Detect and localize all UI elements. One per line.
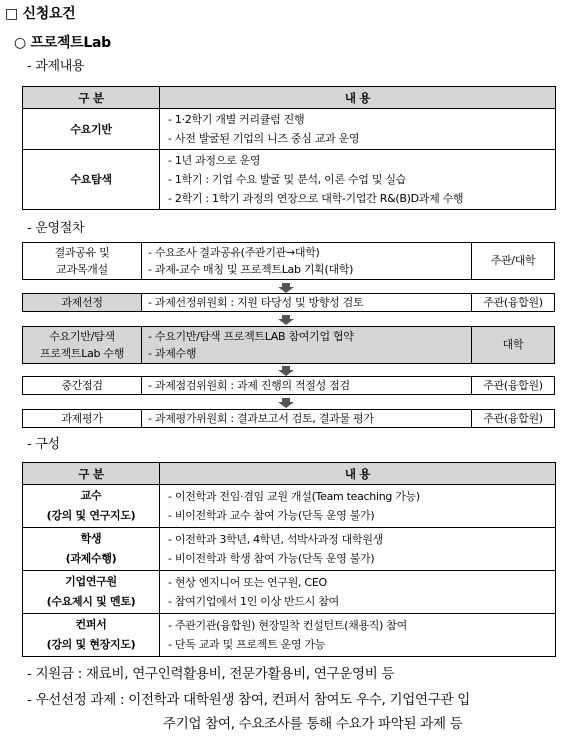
step-title-line: 프로젝트Lab 수행 <box>39 347 125 360</box>
row-category-sub: (강의 및 현장지도) <box>46 638 136 651</box>
step-4-title: 중간점검 <box>22 376 142 395</box>
step-title-line: 교과목개설 <box>56 263 108 276</box>
row-category: 학생 <box>80 532 102 545</box>
table-header-content: 내 용 <box>160 87 556 109</box>
step-title-line: 수요기반/탐색 <box>49 330 115 343</box>
step-3-owner: 대학 <box>471 326 555 364</box>
task-content-table <box>22 86 556 210</box>
step-desc-line: - 수요기반/탐색 프로젝트LAB 참여기업 협약 <box>148 330 354 343</box>
down-arrow-icon <box>278 319 294 325</box>
step-5-owner: 주관(융합원) <box>471 409 555 428</box>
step-5-desc: - 과제평가위원회 : 결과보고서 검토, 결과물 평가 <box>141 409 472 428</box>
priority-note-cont: 주기업 참여, 수요조사를 통해 수요가 파악된 과제 등 <box>163 716 463 732</box>
table-header-content: 내 용 <box>160 463 556 485</box>
step-5-title: 과제평가 <box>22 409 142 428</box>
row-line: - 참여기업에서 1인 이상 반드시 참여 <box>168 595 339 608</box>
row-line: - 1학기 : 기업 수요 발굴 및 분석, 이론 수업 및 실습 <box>168 173 406 186</box>
row-category: 수요기반 <box>23 109 160 150</box>
step-desc-line: - 과제수행 <box>148 347 197 360</box>
step-4-desc: - 과제점검위원회 : 과제 진행의 적절성 점검 <box>141 376 472 395</box>
row-line: - 주관기관(융합원) 현장밀착 컨설턴트(채용직) 참여 <box>168 619 407 632</box>
task-content-label: - 과제내용 <box>27 59 85 74</box>
row-line: - 현상 엔지니어 또는 연구원, CEO <box>168 576 327 589</box>
composition-table <box>22 462 556 657</box>
priority-note: - 우선선정 과제 : 이전학과 대학원생 참여, 컨퍼서 참여도 우수, 기업연구관 입 <box>27 692 470 708</box>
step-3-desc <box>141 326 472 364</box>
step-2-desc: - 과제선정위원회 : 지원 타당성 및 방향성 검토 <box>141 293 472 312</box>
section-heading: □ 신청요건 <box>5 6 76 22</box>
row-category: 수요탐색 <box>23 150 160 210</box>
down-arrow-icon <box>278 402 294 408</box>
row-line: - 이전학과 3학년, 4학년, 석박사과정 대학원생 <box>168 533 383 546</box>
row-line: - 1·2학기 개별 커리큘럼 진행 <box>168 113 305 126</box>
row-category-sub: (수요제시 및 멘토) <box>46 595 136 608</box>
step-2-title: 과제선정 <box>22 293 142 312</box>
row-line: - 2학기 : 1학기 과정의 연장으로 대학-기업간 R&(B)D과제 수행 <box>168 192 464 205</box>
row-category-sub: (강의 및 연구지도) <box>46 509 136 522</box>
table-header-category: 구 분 <box>23 87 160 109</box>
composition-label: - 구성 <box>27 437 60 452</box>
step-desc-line: - 과제-교수 매칭 및 프로젝트Lab 기획(대학) <box>148 263 354 276</box>
step-1-title <box>22 242 142 280</box>
procedure-label: - 운영절차 <box>27 221 85 236</box>
row-line: - 1년 과정으로 운영 <box>168 154 261 167</box>
row-line: - 사전 발굴된 기업의 니즈 중심 교과 운영 <box>168 132 360 145</box>
row-line: - 비이전학과 학생 참여 가능(단독 운영 불가) <box>168 552 375 565</box>
step-desc-line: - 수요조사 결과공유(주관기관→대학) <box>148 246 320 259</box>
step-3-title <box>22 326 142 364</box>
table-header-category: 구 분 <box>23 463 160 485</box>
row-category: 컨퍼서 <box>75 618 107 631</box>
step-1-owner: 주관/대학 <box>471 242 555 280</box>
step-4-owner: 주관(융합원) <box>471 376 555 395</box>
row-category: 기업연구원 <box>65 575 117 588</box>
row-line: - 단독 교과 및 프로젝트 운영 가능 <box>168 638 326 651</box>
subsection-heading: ○ 프로젝트Lab <box>14 35 111 51</box>
row-line: - 이전학과 전임·겸임 교원 개설(Team teaching 가능) <box>168 490 420 503</box>
row-line: - 비이전학과 교수 참여 가능(단독 운영 불가) <box>168 509 375 522</box>
step-2-owner: 주관(융합원) <box>471 293 555 312</box>
step-title-line: 결과공유 및 <box>54 246 110 259</box>
row-category-sub: (과제수행) <box>65 552 117 565</box>
step-1-desc <box>141 242 472 280</box>
support-note: - 지원금 : 재료비, 연구인력활용비, 전문가활용비, 연구운영비 등 <box>27 666 395 682</box>
row-category: 교수 <box>80 489 102 502</box>
